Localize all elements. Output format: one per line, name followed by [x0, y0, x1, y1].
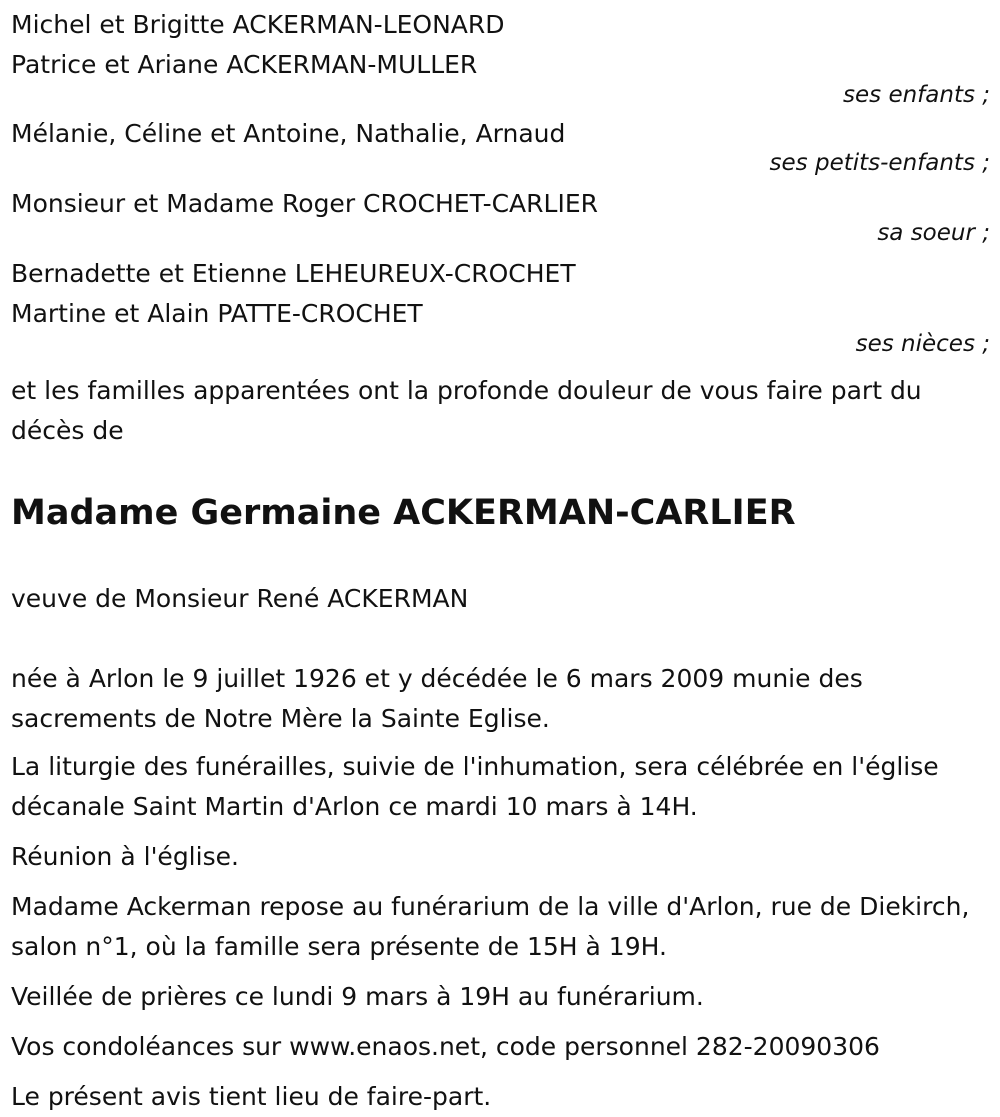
- nieces-line-2: Martine et Alain PATTE-CROCHET: [11, 299, 423, 328]
- sister-line: Monsieur et Madame Roger CROCHET-CARLIER: [11, 189, 598, 218]
- deceased-name: Madame Germaine ACKERMAN-CARLIER: [11, 493, 796, 533]
- vigil-text: Veillée de prières ce lundi 9 mars à 19H au funérarium.: [11, 982, 704, 1011]
- widow-of-text: veuve de Monsieur René ACKERMAN: [11, 584, 469, 613]
- nieces-role: ses nièces ;: [855, 331, 990, 357]
- obituary-notice: [11, 0, 990, 1117]
- grandchildren-role: ses petits-enfants ;: [769, 150, 990, 176]
- funeral-home-text: Madame Ackerman repose au funérarium de la ville d'Arlon, rue de Diekirch, salon n°1, où la famille sera présente de 15H à 19H.: [11, 892, 970, 961]
- liturgy-text: La liturgie des funérailles, suivie de l'inhumation, sera célébrée en l'église décanale Saint Martin d'Arlon ce mardi 10 mars à 14H.: [11, 752, 939, 821]
- children-line-2: Patrice et Ariane ACKERMAN-MULLER: [11, 50, 478, 79]
- condolences-text: Vos condoléances sur www.enaos.net, code personnel 282-20090306: [11, 1032, 880, 1061]
- reunion-text: Réunion à l'église.: [11, 842, 239, 871]
- grandchildren-line: Mélanie, Céline et Antoine, Nathalie, Arnaud: [11, 119, 566, 148]
- nieces-line-1: Bernadette et Etienne LEHEUREUX-CROCHET: [11, 259, 576, 288]
- children-role: ses enfants ;: [843, 82, 990, 108]
- announcement-text: et les familles apparentées ont la profonde douleur de vous faire part du décès de: [11, 376, 922, 445]
- sister-role: sa soeur ;: [877, 220, 990, 246]
- notice-text: Le présent avis tient lieu de faire-part.: [11, 1082, 492, 1111]
- children-line-1: Michel et Brigitte ACKERMAN-LEONARD: [11, 10, 505, 39]
- birth-death-text: née à Arlon le 9 juillet 1926 et y décédée le 6 mars 2009 munie des sacrements de Notre Mère la Sainte Eglise.: [11, 664, 863, 733]
